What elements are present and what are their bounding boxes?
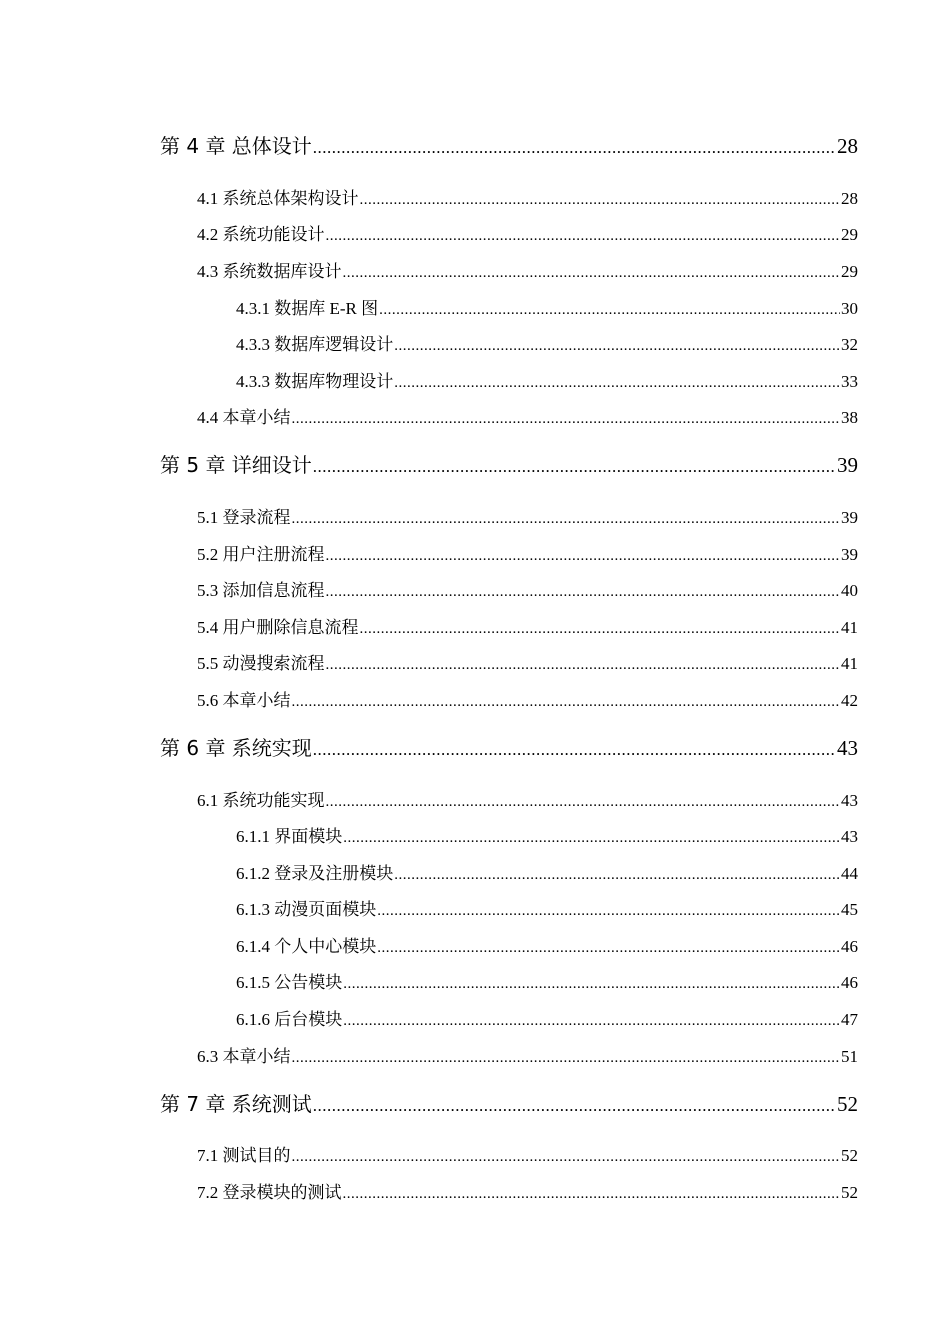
toc-subsection-4-3-3a[interactable] xyxy=(236,330,858,355)
toc-entry-label: 6.1.4 个人中心模块 xyxy=(236,937,377,956)
toc-page-number: 39 xyxy=(841,545,858,564)
toc-entry-label: 7.2 登录模块的测试 xyxy=(197,1183,342,1202)
toc-entry-label: 5.3 添加信息流程 xyxy=(197,581,325,600)
toc-entry-label: 4.3.3 数据库物理设计 xyxy=(236,372,394,391)
toc-entry-label: 6.1.6 后台模块 xyxy=(236,1010,343,1029)
dot-leader xyxy=(360,192,841,209)
toc-section-6-1[interactable] xyxy=(197,786,858,811)
toc-subsection-6-1-1[interactable] xyxy=(236,822,858,847)
dot-leader xyxy=(343,1186,841,1203)
toc-page-number: 43 xyxy=(841,827,858,846)
toc-page-number: 51 xyxy=(841,1047,858,1066)
toc-section-7-1[interactable] xyxy=(197,1141,858,1166)
toc-entry-label: 6.1.5 公告模块 xyxy=(236,973,343,992)
toc-page-number: 30 xyxy=(841,299,858,318)
toc-subsection-6-1-5[interactable] xyxy=(236,968,858,993)
toc-entry-label: 第 7 章 系统测试 xyxy=(160,1092,312,1116)
toc-entry-label: 6.1.3 动漫页面模块 xyxy=(236,900,377,919)
toc-entry-label: 4.3.1 数据库 E-R 图 xyxy=(236,299,379,318)
toc-section-5-4[interactable] xyxy=(197,613,858,638)
toc-section-5-5[interactable] xyxy=(197,649,858,674)
toc-entry-label: 第 6 章 系统实现 xyxy=(160,736,312,760)
dot-leader xyxy=(326,228,841,245)
toc-subsection-6-1-3[interactable] xyxy=(236,895,858,920)
toc-entry-label: 第 4 章 总体设计 xyxy=(160,134,312,158)
toc-chapter-7[interactable] xyxy=(160,1088,858,1117)
toc-page-number: 41 xyxy=(841,618,858,637)
toc-section-4-3[interactable] xyxy=(197,257,858,282)
toc-entry-label: 6.1.2 登录及注册模块 xyxy=(236,864,394,883)
toc-page-number: 40 xyxy=(841,581,858,600)
dot-leader xyxy=(379,302,840,319)
toc-page-number: 42 xyxy=(841,691,858,710)
toc-page-number: 43 xyxy=(837,736,858,760)
toc-chapter-4[interactable] xyxy=(160,130,858,159)
dot-leader xyxy=(313,740,836,760)
toc-entry-label: 4.3 系统数据库设计 xyxy=(197,262,342,281)
toc-page-number: 39 xyxy=(841,508,858,527)
toc-section-4-1[interactable] xyxy=(197,184,858,209)
toc-section-4-2[interactable] xyxy=(197,220,858,245)
toc-section-5-3[interactable] xyxy=(197,576,858,601)
toc-subsection-6-1-6[interactable] xyxy=(236,1005,858,1030)
dot-leader xyxy=(326,657,841,674)
dot-leader xyxy=(292,1149,841,1166)
dot-leader xyxy=(292,694,841,711)
toc-entry-label: 5.4 用户删除信息流程 xyxy=(197,618,359,637)
dot-leader xyxy=(377,903,840,920)
dot-leader xyxy=(313,1096,836,1116)
dot-leader xyxy=(343,1013,840,1030)
toc-page-number: 52 xyxy=(841,1146,858,1165)
toc-section-5-1[interactable] xyxy=(197,503,858,528)
toc-page-number: 46 xyxy=(841,937,858,956)
toc-entry-label: 第 5 章 详细设计 xyxy=(160,453,312,477)
toc-entry-label: 5.6 本章小结 xyxy=(197,691,291,710)
toc-section-5-6[interactable] xyxy=(197,686,858,711)
toc-chapter-5[interactable] xyxy=(160,449,858,478)
toc-subsection-6-1-2[interactable] xyxy=(236,859,858,884)
toc-page-number: 45 xyxy=(841,900,858,919)
dot-leader xyxy=(343,976,840,993)
toc-entry-label: 6.1.1 界面模块 xyxy=(236,827,343,846)
dot-leader xyxy=(394,867,840,884)
dot-leader xyxy=(313,138,836,158)
toc-subsection-6-1-4[interactable] xyxy=(236,932,858,957)
dot-leader xyxy=(394,375,840,392)
dot-leader xyxy=(313,457,836,477)
toc-page-number: 39 xyxy=(837,453,858,477)
dot-leader xyxy=(343,830,840,847)
dot-leader xyxy=(377,940,840,957)
toc-entry-label: 6.1 系统功能实现 xyxy=(197,791,325,810)
dot-leader xyxy=(360,621,841,638)
dot-leader xyxy=(326,794,841,811)
toc-entry-label: 4.2 系统功能设计 xyxy=(197,225,325,244)
toc-page-number: 29 xyxy=(841,262,858,281)
toc-entry-label: 6.3 本章小结 xyxy=(197,1047,291,1066)
toc-entry-label: 5.1 登录流程 xyxy=(197,508,291,527)
toc-entry-label: 7.1 测试目的 xyxy=(197,1146,291,1165)
toc-section-7-2[interactable] xyxy=(197,1178,858,1203)
toc-page-number: 52 xyxy=(837,1092,858,1116)
toc-subsection-4-3-3b[interactable] xyxy=(236,367,858,392)
toc-page-number: 52 xyxy=(841,1183,858,1202)
toc-chapter-6[interactable] xyxy=(160,732,858,761)
dot-leader xyxy=(326,584,841,601)
toc-subsection-4-3-1[interactable] xyxy=(236,294,858,319)
toc-page-number: 44 xyxy=(841,864,858,883)
toc-section-4-4[interactable] xyxy=(197,403,858,428)
toc-page-number: 46 xyxy=(841,973,858,992)
toc-page-number: 38 xyxy=(841,408,858,427)
dot-leader xyxy=(326,548,841,565)
dot-leader xyxy=(292,511,841,528)
toc-section-6-3[interactable] xyxy=(197,1042,858,1067)
toc-entry-label: 4.1 系统总体架构设计 xyxy=(197,189,359,208)
dot-leader xyxy=(394,338,840,355)
toc-page-number: 28 xyxy=(841,189,858,208)
toc-page-number: 43 xyxy=(841,791,858,810)
toc-entry-label: 5.2 用户注册流程 xyxy=(197,545,325,564)
dot-leader xyxy=(343,265,841,282)
dot-leader xyxy=(292,411,841,428)
toc-page-number: 41 xyxy=(841,654,858,673)
toc-entry-label: 5.5 动漫搜索流程 xyxy=(197,654,325,673)
toc-entry-label: 4.3.3 数据库逻辑设计 xyxy=(236,335,394,354)
toc-entry-label: 4.4 本章小结 xyxy=(197,408,291,427)
toc-page-number: 47 xyxy=(841,1010,858,1029)
toc-page-number: 32 xyxy=(841,335,858,354)
toc-page-number: 29 xyxy=(841,225,858,244)
toc-page-number: 28 xyxy=(837,134,858,158)
toc-page-number: 33 xyxy=(841,372,858,391)
toc-section-5-2[interactable] xyxy=(197,540,858,565)
dot-leader xyxy=(292,1050,841,1067)
